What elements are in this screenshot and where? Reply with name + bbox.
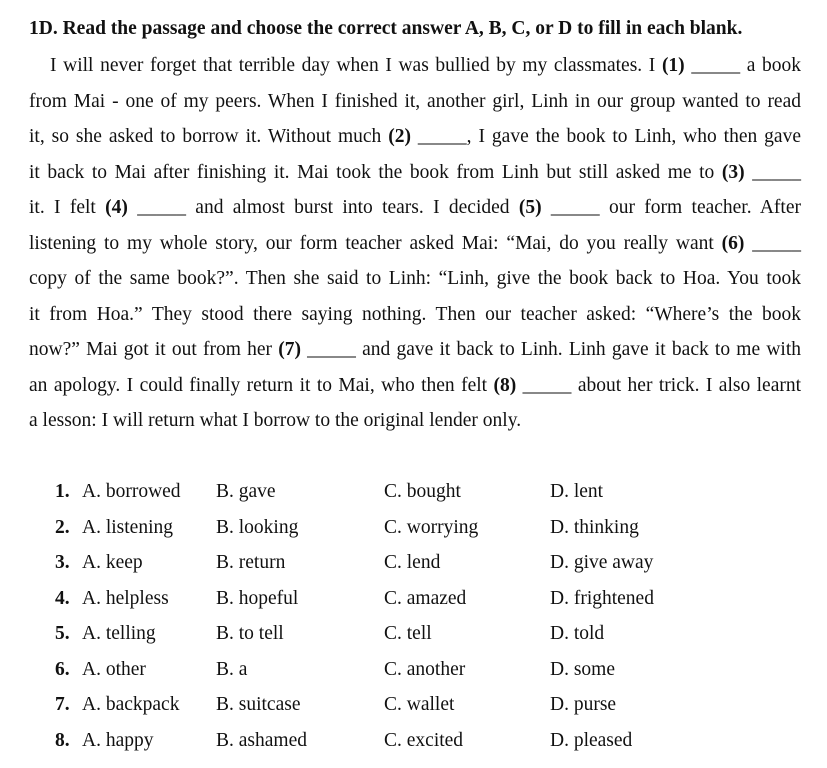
blank-number: (4) xyxy=(105,197,128,218)
question-number: 4. xyxy=(55,587,70,609)
option-a[interactable]: A. listening xyxy=(82,516,173,538)
passage-line: it from Hoa.” They stood there saying nothing. Then our teacher asked: “Where’s the book xyxy=(29,303,801,325)
option-a[interactable]: A. telling xyxy=(82,623,156,644)
reading-passage xyxy=(29,48,801,439)
passage-line: it, so she asked to borrow it. Without much (2) _____, I gave the book to Linh, who then gave xyxy=(29,126,801,147)
option-b[interactable]: B. return xyxy=(216,552,286,573)
option-b[interactable]: B. ashamed xyxy=(216,729,307,751)
option-c[interactable]: C. bought xyxy=(384,481,461,502)
exercise-heading: 1D. Read the passage and choose the correct answer A, B, C, or D to fill in each blank. xyxy=(29,18,743,39)
question-number: 7. xyxy=(55,694,70,715)
option-c[interactable]: C. wallet xyxy=(384,694,455,715)
blank-number: (2) xyxy=(388,126,411,147)
option-d[interactable]: D. told xyxy=(550,623,605,644)
option-d[interactable]: D. pleased xyxy=(550,729,633,751)
question-row xyxy=(0,474,827,510)
passage-line: I will never forget that terrible day when I was bullied by my classmates. I (1) _____ a book xyxy=(50,55,801,76)
option-c[interactable]: C. worrying xyxy=(384,516,479,538)
option-a[interactable]: A. borrowed xyxy=(82,481,181,502)
option-c[interactable]: C. another xyxy=(384,658,466,680)
option-d[interactable]: D. give away xyxy=(550,552,654,573)
blank-number: (6) xyxy=(721,232,745,254)
question-number: 3. xyxy=(55,552,70,573)
option-a[interactable]: A. backpack xyxy=(82,694,180,715)
passage-line: copy of the same book?”. Then she said to Linh: “Linh, give the book back to Hoa. You took xyxy=(29,268,801,289)
blank-number: (8) xyxy=(493,374,517,396)
question-number: 1. xyxy=(55,481,70,502)
option-d[interactable]: D. lent xyxy=(550,481,604,502)
option-a[interactable]: A. keep xyxy=(82,552,143,573)
passage-line: now?” Mai got it out from her (7) _____ and gave it back to Linh. Linh gave it back to me with xyxy=(29,339,801,360)
option-c[interactable]: C. excited xyxy=(384,729,464,751)
option-a[interactable]: A. other xyxy=(82,658,146,680)
question-number: 2. xyxy=(55,516,70,538)
blank-number: (5) xyxy=(518,197,542,218)
option-d[interactable]: D. purse xyxy=(550,694,617,715)
blank-number: (3) xyxy=(721,161,745,183)
passage-line: it back to Mai after finishing it. Mai took the book from Linh but still asked me to (3) _____ xyxy=(29,161,801,183)
question-row xyxy=(0,616,827,652)
option-b[interactable]: B. suitcase xyxy=(216,694,301,715)
question-number: 8. xyxy=(55,729,70,751)
passage-line: listening to my whole story, our form teacher asked Mai: “Mai, do you really want (6) _____ xyxy=(29,232,801,254)
option-a[interactable]: A. happy xyxy=(82,729,154,751)
option-b[interactable]: B. looking xyxy=(216,516,299,538)
blank-number: (7) xyxy=(278,339,301,360)
blank-number: (1) xyxy=(661,55,685,76)
option-b[interactable]: B. hopeful xyxy=(216,587,299,609)
option-b[interactable]: B. gave xyxy=(216,481,276,502)
option-c[interactable]: C. tell xyxy=(384,623,432,644)
question-row xyxy=(0,652,827,688)
answer-options xyxy=(0,474,827,758)
option-a[interactable]: A. helpless xyxy=(82,587,169,609)
option-b[interactable]: B. to tell xyxy=(216,623,284,644)
option-c[interactable]: C. amazed xyxy=(384,587,467,609)
question-number: 6. xyxy=(55,658,70,680)
question-number: 5. xyxy=(55,623,70,644)
question-row xyxy=(0,723,827,759)
passage-line: an apology. I could finally return it to Mai, who then felt (8) _____ about her trick. I also learnt xyxy=(29,374,802,396)
option-d[interactable]: D. thinking xyxy=(550,516,639,538)
passage-line: it. I felt (4) _____ and almost burst into tears. I decided (5) _____ our form teacher. After xyxy=(29,197,801,218)
option-b[interactable]: B. a xyxy=(216,658,248,680)
option-c[interactable]: C. lend xyxy=(384,552,441,573)
option-d[interactable]: D. frightened xyxy=(550,587,654,609)
question-row xyxy=(0,545,827,581)
passage-line: from Mai - one of my peers. When I finished it, another girl, Linh in our group wanted to read xyxy=(29,90,801,112)
question-row xyxy=(0,581,827,617)
option-d[interactable]: D. some xyxy=(550,658,615,680)
passage-line: a lesson: I will return what I borrow to the original lender only. xyxy=(29,410,522,431)
question-row xyxy=(0,510,827,546)
question-row xyxy=(0,687,827,723)
